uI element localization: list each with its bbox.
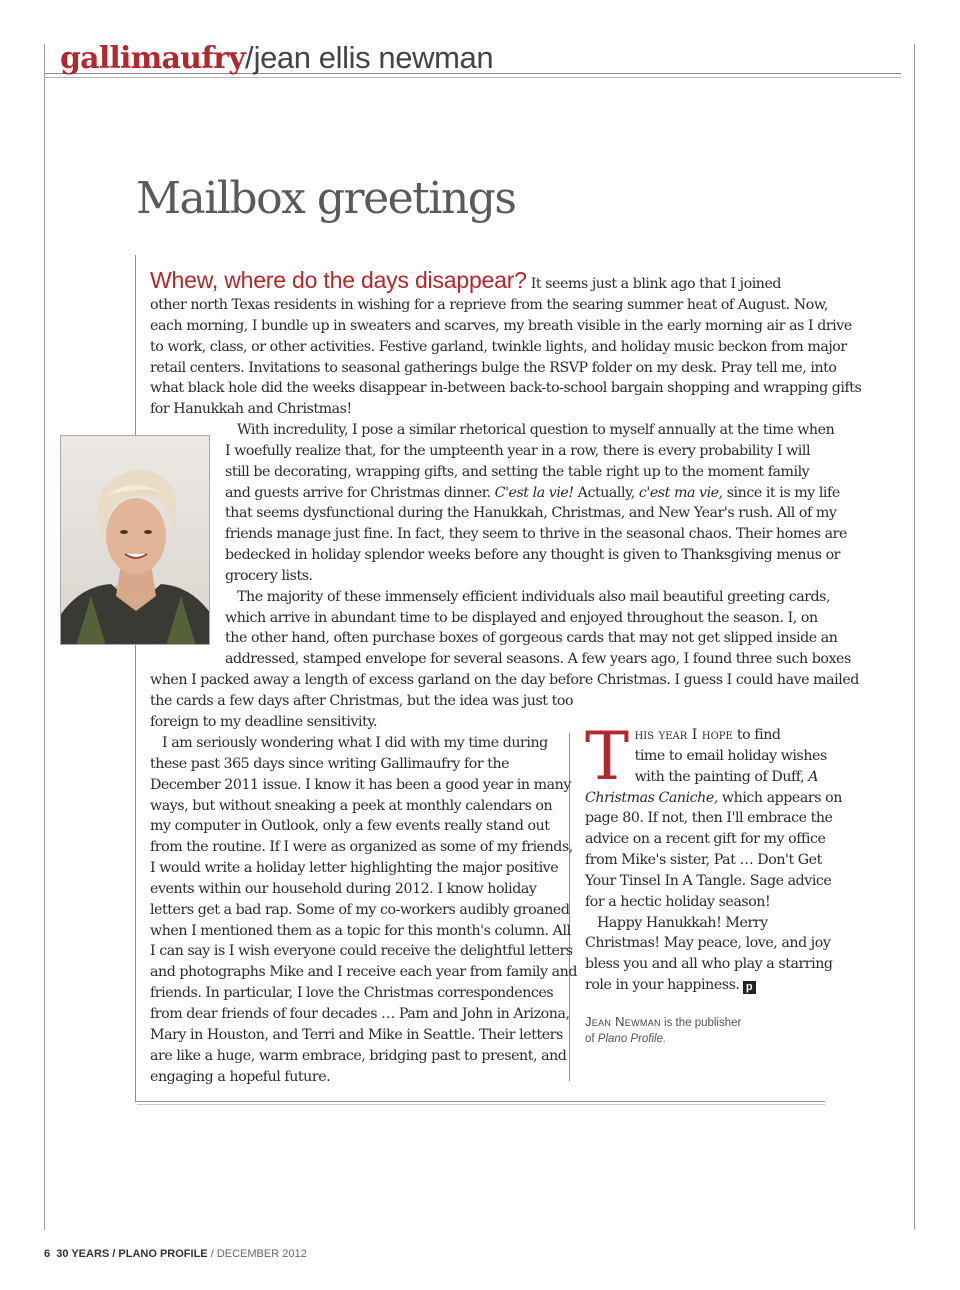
text-line: that seems dysfunctional during the Hanukkah, Christmas, and New Year's rush. All of my xyxy=(225,505,837,522)
text-line: other north Texas residents in wishing for a reprieve from the searing summer heat of August. Now, xyxy=(150,297,828,313)
text-line: With incredulity, I pose a similar rhetorical question to myself annually at the time when xyxy=(237,422,835,438)
text-line: I woefully realize that, for the umpteenth year in a row, there is every probability I will xyxy=(225,442,811,459)
lead-line xyxy=(150,267,781,294)
italic-span: c'est ma vie, xyxy=(638,484,723,501)
text-line: The majority of these immensely efficient individuals also mail beautiful greeting cards, xyxy=(237,588,831,605)
byline-text: is the publisher xyxy=(660,1017,742,1029)
text-line: bless you and all who play a starring xyxy=(585,956,833,973)
intro-paragraph xyxy=(150,295,861,420)
column-header xyxy=(60,40,493,80)
byline-text: of xyxy=(585,1032,598,1045)
byline-line xyxy=(585,1032,741,1048)
text-line: friends. In particular, I love the Christmas correspondences xyxy=(150,985,554,1002)
issue-date: / DECEMBER 2012 xyxy=(210,1248,307,1260)
text-line: I can say is I wish everyone could receive the delightful letters xyxy=(150,943,573,960)
header-separator: / xyxy=(244,40,254,75)
article-title: Mailbox greetings xyxy=(136,173,516,224)
page-left-rule xyxy=(44,44,45,1230)
text-span: role in your happiness. xyxy=(585,977,740,994)
page-number: 6 xyxy=(44,1248,51,1260)
continuation-lines xyxy=(150,670,859,733)
text-line: Happy Hanukkah! Merry xyxy=(597,914,768,931)
text-line: events within our household during 2012. I know holiday xyxy=(150,880,537,897)
end-mark-icon: p xyxy=(743,981,756,994)
text-span: to find xyxy=(732,727,781,743)
text-line: which arrive in abundant time to be displayed and enjoyed throughout the season. I, on xyxy=(225,609,818,626)
text-line: bedecked in holiday splendor weeks before any thought is given to Thanksgiving menus or xyxy=(225,547,841,564)
text-line: and photographs Mike and I receive each year from family and xyxy=(150,964,577,981)
portrait-image xyxy=(61,436,210,645)
text-line: when I packed away a length of excess garland on the day before Christmas. I guess I could have mailed xyxy=(150,672,859,688)
byline-name: Jean Newman xyxy=(585,1014,661,1029)
text-line: my computer in Outlook, only a few events really stand out xyxy=(150,818,550,835)
text-line: addressed, stamped envelope for several seasons. A few years ago, I found three such boxes xyxy=(225,651,851,668)
text-line xyxy=(225,483,851,504)
text-line: advice on a recent gift for my office xyxy=(585,831,826,848)
text-line: retail centers. Invitations to seasonal gatherings bulge the RSVP folder on my desk. Pray tell me, into xyxy=(150,359,837,376)
page-footer xyxy=(44,1248,307,1260)
text-line: to work, class, or other activities. Festive garland, twinkle lights, and holiday music beckon from major xyxy=(150,338,847,355)
text-line: for a hectic holiday season! xyxy=(585,893,771,910)
text-span: and guests arrive for Christmas dinner. xyxy=(225,484,495,501)
byline-line xyxy=(585,1014,741,1032)
text-span: Actually, xyxy=(573,484,639,501)
text-line: still be decorating, wrapping gifts, and setting the table right up to the moment family xyxy=(225,463,810,480)
text-line: for Hanukkah and Christmas! xyxy=(150,401,352,418)
text-line: Christmas! May peace, love, and joy xyxy=(585,935,831,952)
text-line: the cards a few days after Christmas, but the idea was just too xyxy=(150,692,574,709)
lead-in-heading: Whew, where do the days disappear? xyxy=(150,267,527,293)
header-author: jean ellis newman xyxy=(253,40,494,75)
text-line: from Mike's sister, Pat … Don't Get xyxy=(585,852,822,869)
text-line: I would write a holiday letter highlighting the major positive xyxy=(150,860,559,877)
lead-rest: It seems just a blink ago that I joined xyxy=(530,276,782,292)
text-line: ways, but without sneaking a peek at monthly calendars on xyxy=(150,797,553,814)
text-line: what black hole did the weeks disappear in-between back-to-school bargain shopping and wrapping gifts xyxy=(150,380,862,397)
author-byline xyxy=(585,1014,741,1047)
drop-cap: T xyxy=(585,718,629,795)
text-line: the other hand, often purchase boxes of gorgeous cards that may not get slipped inside an xyxy=(225,630,838,647)
wrapped-paragraphs xyxy=(225,420,851,670)
text-line: foreign to my deadline sensitivity. xyxy=(150,713,378,730)
text-line: time to email holiday wishes xyxy=(634,747,827,764)
text-span: with the painting of Duff, xyxy=(634,768,809,785)
text-line: from the routine. If I were as organized as some of my friends, xyxy=(150,839,573,856)
page-right-rule xyxy=(914,44,915,1230)
right-column xyxy=(585,718,842,996)
text-line: Mary in Houston, and Terri and Mike in Seattle. Their letters xyxy=(150,1026,563,1043)
italic-span: Christmas Caniche, xyxy=(585,789,718,806)
byline-publication: Plano Profile. xyxy=(597,1032,667,1045)
text-span: since it is my life xyxy=(722,484,840,501)
text-line: when I mentioned them as a topic for this month's column. All xyxy=(150,922,571,939)
text-line: these past 365 days since writing Gallimaufry for the xyxy=(150,755,510,772)
text-line: I am seriously wondering what I did with my time during xyxy=(162,735,548,751)
small-caps-lead: his year I hope xyxy=(634,727,733,743)
text-line xyxy=(585,788,842,809)
text-line: are like a huge, warm embrace, bridging past to present, and xyxy=(150,1047,567,1064)
text-line: Your Tinsel In A Tangle. Sage advice xyxy=(585,872,832,889)
author-photo xyxy=(60,435,210,645)
text-line: from dear friends of four decades … Pam and John in Arizona, xyxy=(150,1005,570,1022)
publication-name: 30 YEARS / PLANO PROFILE xyxy=(56,1248,208,1260)
section-name: gallimaufry xyxy=(60,41,245,76)
text-span: which appears on xyxy=(717,789,842,806)
text-line: engaging a hopeful future. xyxy=(150,1068,331,1085)
text-line: grocery lists. xyxy=(225,567,313,584)
text-line: December 2011 issue. I know it has been a good year in many xyxy=(150,776,571,793)
text-line: friends manage just fine. In fact, they seem to thrive in the seasonal chaos. Their homes are xyxy=(225,526,847,543)
italic-span: C'est la vie! xyxy=(494,484,574,501)
left-column xyxy=(150,733,577,1087)
article-box-bottom-rule xyxy=(135,1101,825,1102)
text-line: each morning, I bundle up in sweaters and scarves, my breath visible in the early morning air as I drive xyxy=(150,317,852,334)
text-line: page 80. If not, then I'll embrace the xyxy=(585,810,833,827)
text-line xyxy=(585,975,825,996)
article-box-left-rule xyxy=(135,255,136,1102)
text-line: letters get a bad rap. Some of my co-workers audibly groaned xyxy=(150,901,570,918)
article-box-bottom-rule-secondary xyxy=(137,1104,825,1105)
italic-span: A xyxy=(808,768,819,785)
